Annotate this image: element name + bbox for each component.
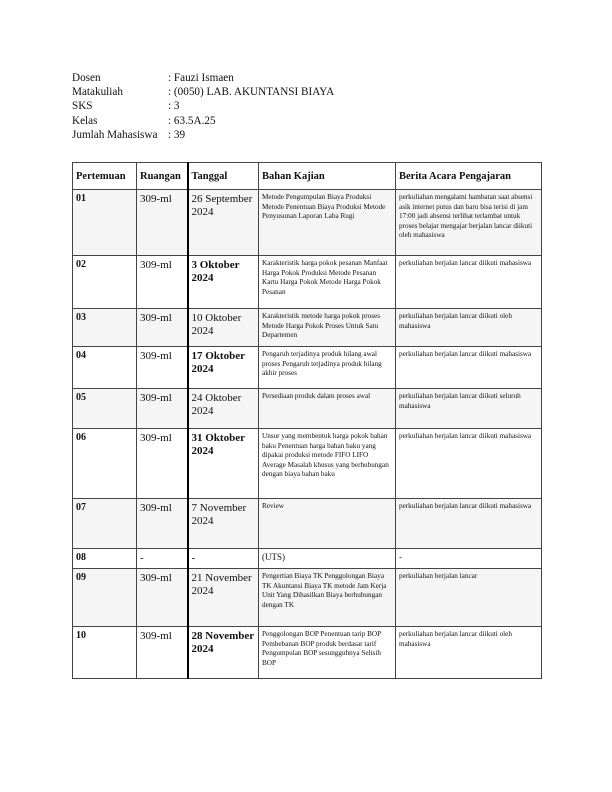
table-row <box>73 549 542 569</box>
header-date: Tanggal <box>188 163 259 190</box>
report: perkuliahan berjalan lancar diikuti seluruh mahasiswa <box>396 389 542 429</box>
table-row <box>73 627 542 679</box>
meeting-number: 09 <box>73 569 137 627</box>
date: 28 November 2024 <box>188 627 259 679</box>
table-row <box>73 569 542 627</box>
info-value: : 3 <box>168 100 180 113</box>
info-label: SKS <box>72 100 93 113</box>
room: 309-ml <box>137 190 188 256</box>
header-report: Berita Acara Pengajaran <box>396 163 542 190</box>
topic: Persediaan produk dalam proses awal <box>259 389 396 429</box>
info-row-class <box>72 114 334 128</box>
table-row <box>73 389 542 429</box>
table-row <box>73 429 542 499</box>
report: perkuliahan berjalan lancar diikuti mahasiswa <box>396 347 542 389</box>
table-row <box>73 309 542 347</box>
topic: Metode Pengumpulan Biaya Produksi Metode Penentuan Biaya Produksi Metode Penyusunan Laporan Laba Rugi <box>259 190 396 256</box>
room: 309-ml <box>137 309 188 347</box>
meeting-number: 10 <box>73 627 137 679</box>
report: perkuliahan berjalan lancar diikuti mahasiswa <box>396 429 542 499</box>
info-row-lecturer <box>72 71 334 85</box>
header-room: Ruangan <box>137 163 188 190</box>
header-meeting: Pertemuan <box>73 163 137 190</box>
attendance-table <box>72 162 542 679</box>
date: 21 November 2024 <box>188 569 259 627</box>
date: 24 Oktober 2024 <box>188 389 259 429</box>
info-value: : Fauzi Ismaen <box>168 72 234 84</box>
report: perkuliahan berjalan lancar diikuti mahasiswa <box>396 256 542 309</box>
room: 309-ml <box>137 499 188 549</box>
info-value: : (0050) LAB. AKUNTANSI BIAYA <box>168 86 335 99</box>
date: 17 Oktober 2024 <box>188 347 259 389</box>
table-row <box>73 347 542 389</box>
info-value: : 63.5A.25 <box>168 114 216 127</box>
date: - <box>188 549 259 569</box>
date: 26 September 2024 <box>188 190 259 256</box>
table-row <box>73 190 542 256</box>
room: 309-ml <box>137 256 188 309</box>
report: perkuliahan berjalan lancar diikuti oleh mahasiswa <box>396 309 542 347</box>
date: 10 Oktober 2024 <box>188 309 259 347</box>
room: - <box>137 549 188 569</box>
meeting-number: 02 <box>73 256 137 309</box>
date: 31 Oktober 2024 <box>188 429 259 499</box>
meeting-number: 03 <box>73 309 137 347</box>
topic: Karakteristik harga pokok pesanan Manfaat Harga Pokok Produksi Metode Pesanan Kartu Harga Pokok Metode Harga Pokok Pesanan <box>259 256 396 309</box>
room: 309-ml <box>137 569 188 627</box>
meeting-number: 01 <box>73 190 137 256</box>
topic: Pengertian Biaya TK Penggolongan Biaya TK Akuntansi Biaya TK metode Jam Kerja Unit Yang Dihasilkan Biaya berhubungan dengan TK <box>259 569 396 627</box>
date: 3 Oktober 2024 <box>188 256 259 309</box>
room: 309-ml <box>137 389 188 429</box>
report: - <box>396 549 542 569</box>
info-label: Kelas <box>72 114 98 127</box>
topic: Review <box>259 499 396 549</box>
header-topic: Bahan Kajian <box>259 163 396 190</box>
meeting-number: 05 <box>73 389 137 429</box>
meeting-number: 06 <box>73 429 137 499</box>
info-row-credits <box>72 99 334 113</box>
topic: (UTS) <box>259 549 396 569</box>
report: perkuliahan berjalan lancar <box>396 569 542 627</box>
topic: Penggolongan BOP Penentuan tarip BOP Pembebanan BOP produk berdasar tarif Pengumpulan BOP sesungguhnya Selisih BOP <box>259 627 396 679</box>
report: perkuliahan berjalan lancar diikuti oleh mahasiswa <box>396 627 542 679</box>
room: 309-ml <box>137 347 188 389</box>
table-header-row <box>73 163 542 190</box>
info-label: Jumlah Mahasiswa <box>72 128 158 141</box>
report: perkuliahan berjalan lancar diikuti mahasiswa <box>396 499 542 549</box>
meeting-number: 04 <box>73 347 137 389</box>
report: perkuliahan mengalami hambatan saat absensi asik internet putus dan baru bisa terisi di jam 17:00 jadi absensi terlihat terlambat untuk proses belajar mengajar berjalan lancar diikuti oleh mahasiswa <box>396 190 542 256</box>
info-row-course <box>72 85 334 99</box>
room: 309-ml <box>137 627 188 679</box>
topic: Unsur yang membentuk harga pokok bahan baku Penentuan harga bahan baku yang dipakai produksi metode FIFO LIFO Average Masalah khusus yang berhubungan dengan biaya bahan baku <box>259 429 396 499</box>
room: 309-ml <box>137 429 188 499</box>
table-row <box>73 256 542 309</box>
meeting-number: 07 <box>73 499 137 549</box>
meeting-number: 08 <box>73 549 137 569</box>
topic: Karakteristik metode harga pokok proses Metode Harga Pokok Proses Untuk Satu Departemen <box>259 309 396 347</box>
info-label: Dosen <box>72 72 101 84</box>
info-row-students <box>72 128 334 142</box>
course-info <box>72 71 334 142</box>
date: 7 November 2024 <box>188 499 259 549</box>
table-row <box>73 499 542 549</box>
info-value: : 39 <box>168 128 186 141</box>
info-label: Matakuliah <box>72 86 123 99</box>
topic: Pengaruh terjadinya produk hilang awal proses Pengaruh terjadinya produk hilang akhir proses <box>259 347 396 389</box>
